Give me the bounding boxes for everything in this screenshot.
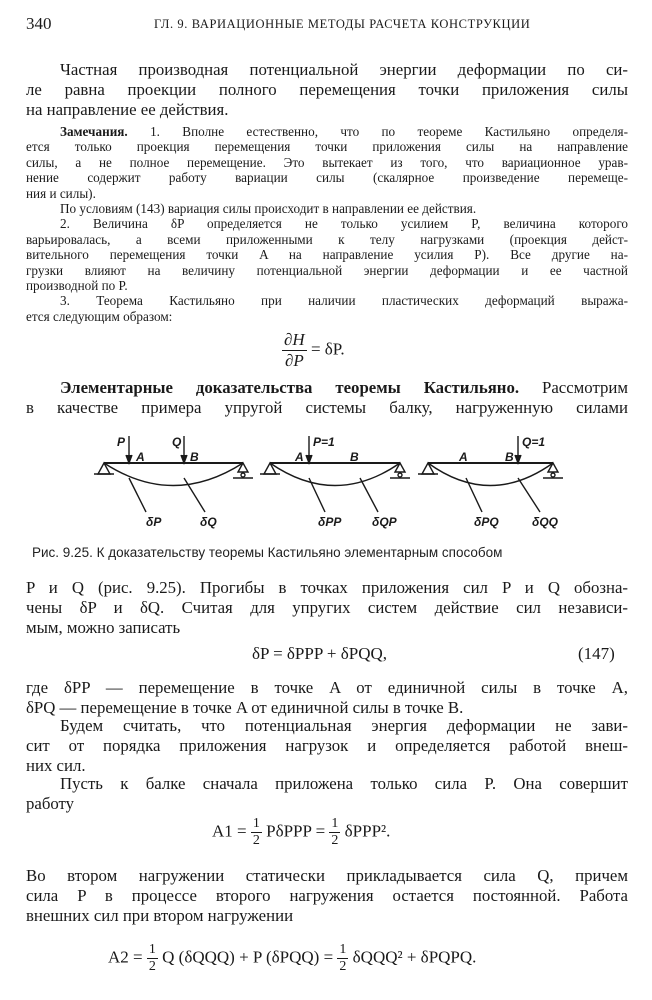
beam-2-delta-1: δPP	[318, 515, 342, 529]
beam-2-force: P=1	[313, 435, 335, 449]
castigliano-formula: $\frac{\partial H}{\partial P}$ = δP.	[284, 330, 345, 370]
beam-3-point-b: B	[505, 450, 514, 464]
paragraph-1: P и Q (рис. 9.25). Прогибы в точках приложения сил P и Q обозна- чены δP и δQ. Считая для упругих систем действие сил независи- мым, можно записать	[26, 578, 628, 637]
beam-2-point-b: B	[350, 450, 359, 464]
beam-3-delta-1: δPQ	[474, 515, 499, 529]
beam-1-force-q: Q	[172, 435, 182, 449]
remarks-block: Замечания. 1. Вполне естественно, что по теореме Кастильяно определя- ется только проекция перемещения точки приложения силы на направление силы, а не полное перемещение. Это вытекает из того, что вариационное урав- нение содержит работу вариации силы (скалярное произведение перемеще- ния и силы). По условиям (143) вариация силы происходит в направлении ее действия. 2. Величина δP определяется не только усилием P, величина которого варьировалась, а всеми приложенными к телу нагрузками (проекция дейст- вительного перемещения точки A на направление усилия P). Все другие на- грузки влияют на величину потенциальной энергии деформации и ее частной производной по P. 3. Теорема Кастильяно при наличии пластических деформаций выража- ется следующим образом:	[26, 124, 628, 324]
figure-caption: Рис. 9.25. К доказательству теоремы Кастильяно элементарным способом	[32, 545, 503, 560]
beam-2-point-a: A	[295, 450, 304, 464]
beam-3-point-a: A	[459, 450, 468, 464]
beam-2-delta-2: δQP	[372, 515, 397, 529]
remarks-title: Замечания.	[60, 124, 128, 139]
equation-number-147: (147)	[578, 644, 615, 663]
paragraph-2: где δPP — перемещение в точке A от единичной силы в точке A, δPQ — перемещение в точке A от единичной силы в точке B.	[26, 678, 628, 717]
beam-1-force-p: P	[117, 435, 126, 449]
beam-1-delta-2: δQ	[200, 515, 217, 529]
equation-147: δP = δPPP + δPQQ,	[252, 644, 388, 663]
paragraph-3: Будем считать, что потенциальная энергия деформации не зави- сит от порядка приложения нагрузок и определяется работой внеш- них сил.	[26, 716, 628, 775]
elementary-proofs-paragraph: Элементарные доказательства теоремы Кастильяно. Рассмотрим в качестве примера упругой системы балку, нагруженную силами	[26, 378, 628, 417]
equation-a1: A1 = $\frac{1}{2}$ PδPPP = $\frac{1}{2}$ δPPP².	[212, 816, 391, 848]
beam-3-force: Q=1	[522, 435, 546, 449]
page-number: 340	[26, 14, 52, 33]
beam-1-point-b: B	[190, 450, 199, 464]
running-title: ГЛ. 9. ВАРИАЦИОННЫЕ МЕТОДЫ РАСЧЕТА КОНСТРУКЦИИ	[154, 17, 531, 31]
theorem-statement: Частная производная потенциальной энергии деформации по си- ле равна проекции полного перемещения точки приложения силы на направление ее действия.	[26, 60, 628, 119]
beam-3-delta-2: δQQ	[532, 515, 558, 529]
beam-2	[260, 436, 410, 512]
beam-1-point-a: A	[136, 450, 145, 464]
section-heading: Элементарные доказательства теоремы Кастильяно.	[60, 378, 520, 397]
paragraph-5: Во втором нагружении статически прикладывается сила Q, причем сила P в процессе второго нагружения остается постоянной. Работа внешних сил при втором нагружении	[26, 866, 628, 925]
figure-9-25	[0, 428, 652, 538]
beam-1-delta-1: δP	[146, 515, 162, 529]
paragraph-4: Пусть к балке сначала приложена только сила P. Она совершит работу	[26, 774, 628, 813]
equation-a2: A2 = $\frac{1}{2}$ Q (δQQQ) + P (δPQQ) = $\frac{1}{2}$ δQQQ² + δPQPQ.	[108, 942, 477, 974]
page-header	[26, 14, 624, 34]
